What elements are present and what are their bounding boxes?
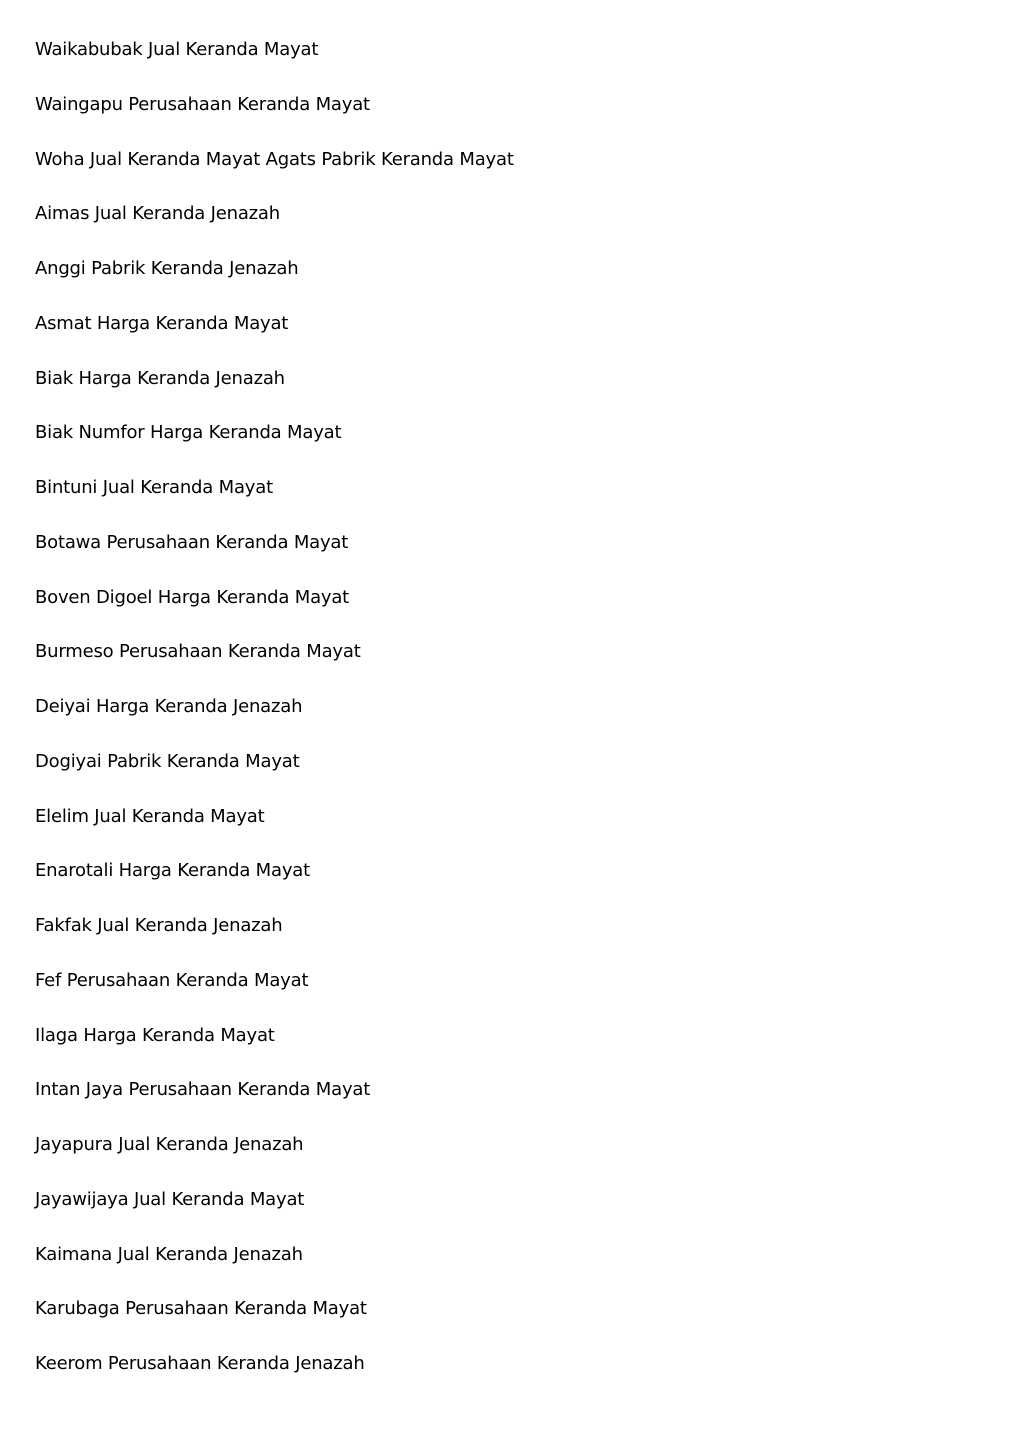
text-line: Fakfak Jual Keranda Jenazah: [35, 915, 283, 936]
text-line: Aimas Jual Keranda Jenazah: [35, 203, 280, 225]
text-line: Botawa Perusahaan Keranda Mayat: [35, 531, 349, 553]
text-line: Jayawijaya Jual Keranda Mayat: [35, 1188, 305, 1210]
text-line: Waikabubak Jual Keranda Mayat: [35, 39, 319, 60]
text-line: Karubaga Perusahaan Keranda Mayat: [35, 1298, 367, 1320]
text-line: Keerom Perusahaan Keranda Jenazah: [35, 1353, 365, 1374]
text-line: Boven Digoel Harga Keranda Mayat: [35, 586, 350, 608]
text-line: Burmeso Perusahaan Keranda Mayat: [35, 641, 361, 663]
text-line: Kaimana Jual Keranda Jenazah: [35, 1243, 303, 1265]
text-line: Biak Numfor Harga Keranda Mayat: [35, 422, 342, 444]
text-line: Enarotali Harga Keranda Mayat: [35, 860, 310, 882]
text-line: Woha Jual Keranda Mayat Agats Pabrik Keranda Mayat: [35, 148, 514, 170]
text-line: Biak Harga Keranda Jenazah: [35, 367, 285, 389]
text-line: Intan Jaya Perusahaan Keranda Mayat: [35, 1079, 371, 1101]
text-line-list: [35, 36, 514, 1405]
text-line: Anggi Pabrik Keranda Jenazah: [35, 258, 299, 279]
text-line: Deiyai Harga Keranda Jenazah: [35, 696, 303, 717]
text-line: Bintuni Jual Keranda Mayat: [35, 477, 273, 498]
text-line: Waingapu Perusahaan Keranda Mayat: [35, 93, 370, 115]
text-line: Fef Perusahaan Keranda Mayat: [35, 969, 309, 991]
text-line: Jayapura Jual Keranda Jenazah: [35, 1134, 304, 1155]
text-line: Elelim Jual Keranda Mayat: [35, 805, 265, 827]
text-line: Asmat Harga Keranda Mayat: [35, 312, 289, 334]
text-line: Ilaga Harga Keranda Mayat: [35, 1024, 275, 1046]
text-line: Dogiyai Pabrik Keranda Mayat: [35, 750, 300, 772]
